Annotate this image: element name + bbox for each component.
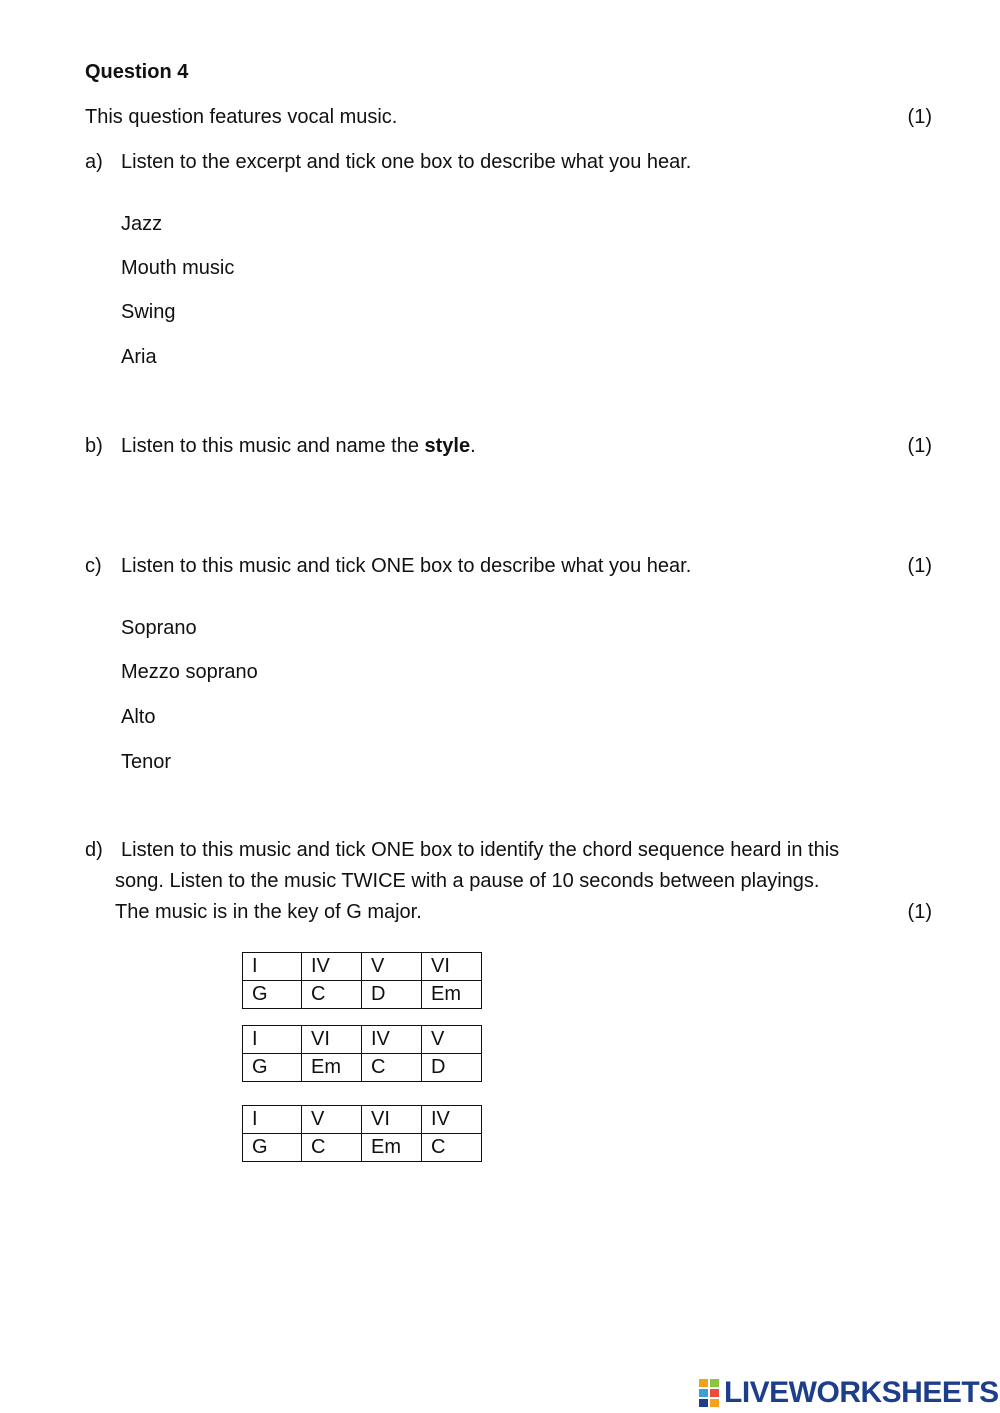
- part-b-text-after: .: [470, 435, 476, 457]
- chord-table-3[interactable]: [242, 1105, 482, 1162]
- chord-cell: C: [422, 1134, 482, 1162]
- logo-tile: [709, 1378, 720, 1388]
- option-tenor[interactable]: Tenor: [121, 751, 172, 773]
- option-aria[interactable]: Aria: [121, 346, 157, 368]
- numeral-cell: VI: [302, 1026, 362, 1054]
- part-c-text: Listen to this music and tick ONE box to describe what you hear.: [121, 555, 692, 577]
- numeral-cell: VI: [422, 953, 482, 981]
- table-row: [243, 1106, 482, 1134]
- numeral-cell: V: [362, 953, 422, 981]
- part-b-text-before: Listen to this music and name the: [121, 435, 425, 457]
- part-d-line2: song. Listen to the music TWICE with a pause of 10 seconds between playings.: [115, 870, 820, 892]
- chord-cell: C: [302, 1134, 362, 1162]
- numeral-cell: IV: [362, 1026, 422, 1054]
- chord-cell: C: [302, 981, 362, 1009]
- chord-cell: Em: [422, 981, 482, 1009]
- chord-cell: G: [243, 1054, 302, 1082]
- question-intro: This question features vocal music.: [85, 106, 398, 128]
- numeral-cell: IV: [302, 953, 362, 981]
- part-b-text-bold: style: [424, 435, 471, 457]
- part-c-marks: (1): [907, 555, 932, 577]
- table-row: [243, 953, 482, 981]
- option-swing[interactable]: Swing: [121, 301, 176, 323]
- numeral-cell: VI: [362, 1106, 422, 1134]
- chord-cell: G: [243, 1134, 302, 1162]
- logo-tile: [698, 1378, 709, 1388]
- chord-cell: Em: [302, 1054, 362, 1082]
- table-row: [243, 1134, 482, 1162]
- part-d-line1: Listen to this music and tick ONE box to identify the chord sequence heard in this: [121, 839, 840, 861]
- part-b-text: [121, 435, 476, 458]
- table-row: [243, 1054, 482, 1082]
- logo-text: LIVEWORKSHEETS: [724, 1376, 999, 1409]
- table-row: [243, 1026, 482, 1054]
- logo-tile: [698, 1388, 709, 1398]
- option-mouth-music[interactable]: Mouth music: [121, 257, 235, 279]
- numeral-cell: V: [422, 1026, 482, 1054]
- numeral-cell: I: [243, 1026, 302, 1054]
- part-b-label: b): [85, 435, 103, 457]
- intro-marks: (1): [907, 106, 932, 128]
- part-d-label: d): [85, 839, 103, 861]
- chord-table-2[interactable]: [242, 1025, 482, 1082]
- numeral-cell: I: [243, 953, 302, 981]
- part-a-label: a): [85, 151, 103, 173]
- option-alto[interactable]: Alto: [121, 706, 156, 728]
- logo-tile: [709, 1388, 720, 1398]
- table-row: [243, 981, 482, 1009]
- option-mezzo-soprano[interactable]: Mezzo soprano: [121, 661, 258, 683]
- part-d-line3: The music is in the key of G major.: [115, 901, 422, 923]
- question-title: Question 4: [85, 61, 189, 83]
- numeral-cell: IV: [422, 1106, 482, 1134]
- option-soprano[interactable]: Soprano: [121, 617, 197, 639]
- liveworksheets-logo[interactable]: [698, 1376, 999, 1410]
- chord-table-1[interactable]: [242, 952, 482, 1009]
- part-c-label: c): [85, 555, 102, 577]
- option-jazz[interactable]: Jazz: [121, 213, 163, 235]
- part-a-text: Listen to the excerpt and tick one box to describe what you hear.: [121, 151, 692, 173]
- logo-tile: [709, 1398, 720, 1408]
- part-d-marks: (1): [907, 901, 932, 923]
- liveworksheets-icon: [698, 1378, 720, 1408]
- numeral-cell: I: [243, 1106, 302, 1134]
- chord-cell: D: [422, 1054, 482, 1082]
- part-b-marks: (1): [907, 435, 932, 457]
- chord-cell: C: [362, 1054, 422, 1082]
- chord-cell: D: [362, 981, 422, 1009]
- numeral-cell: V: [302, 1106, 362, 1134]
- chord-cell: G: [243, 981, 302, 1009]
- logo-tile: [698, 1398, 709, 1408]
- chord-cell: Em: [362, 1134, 422, 1162]
